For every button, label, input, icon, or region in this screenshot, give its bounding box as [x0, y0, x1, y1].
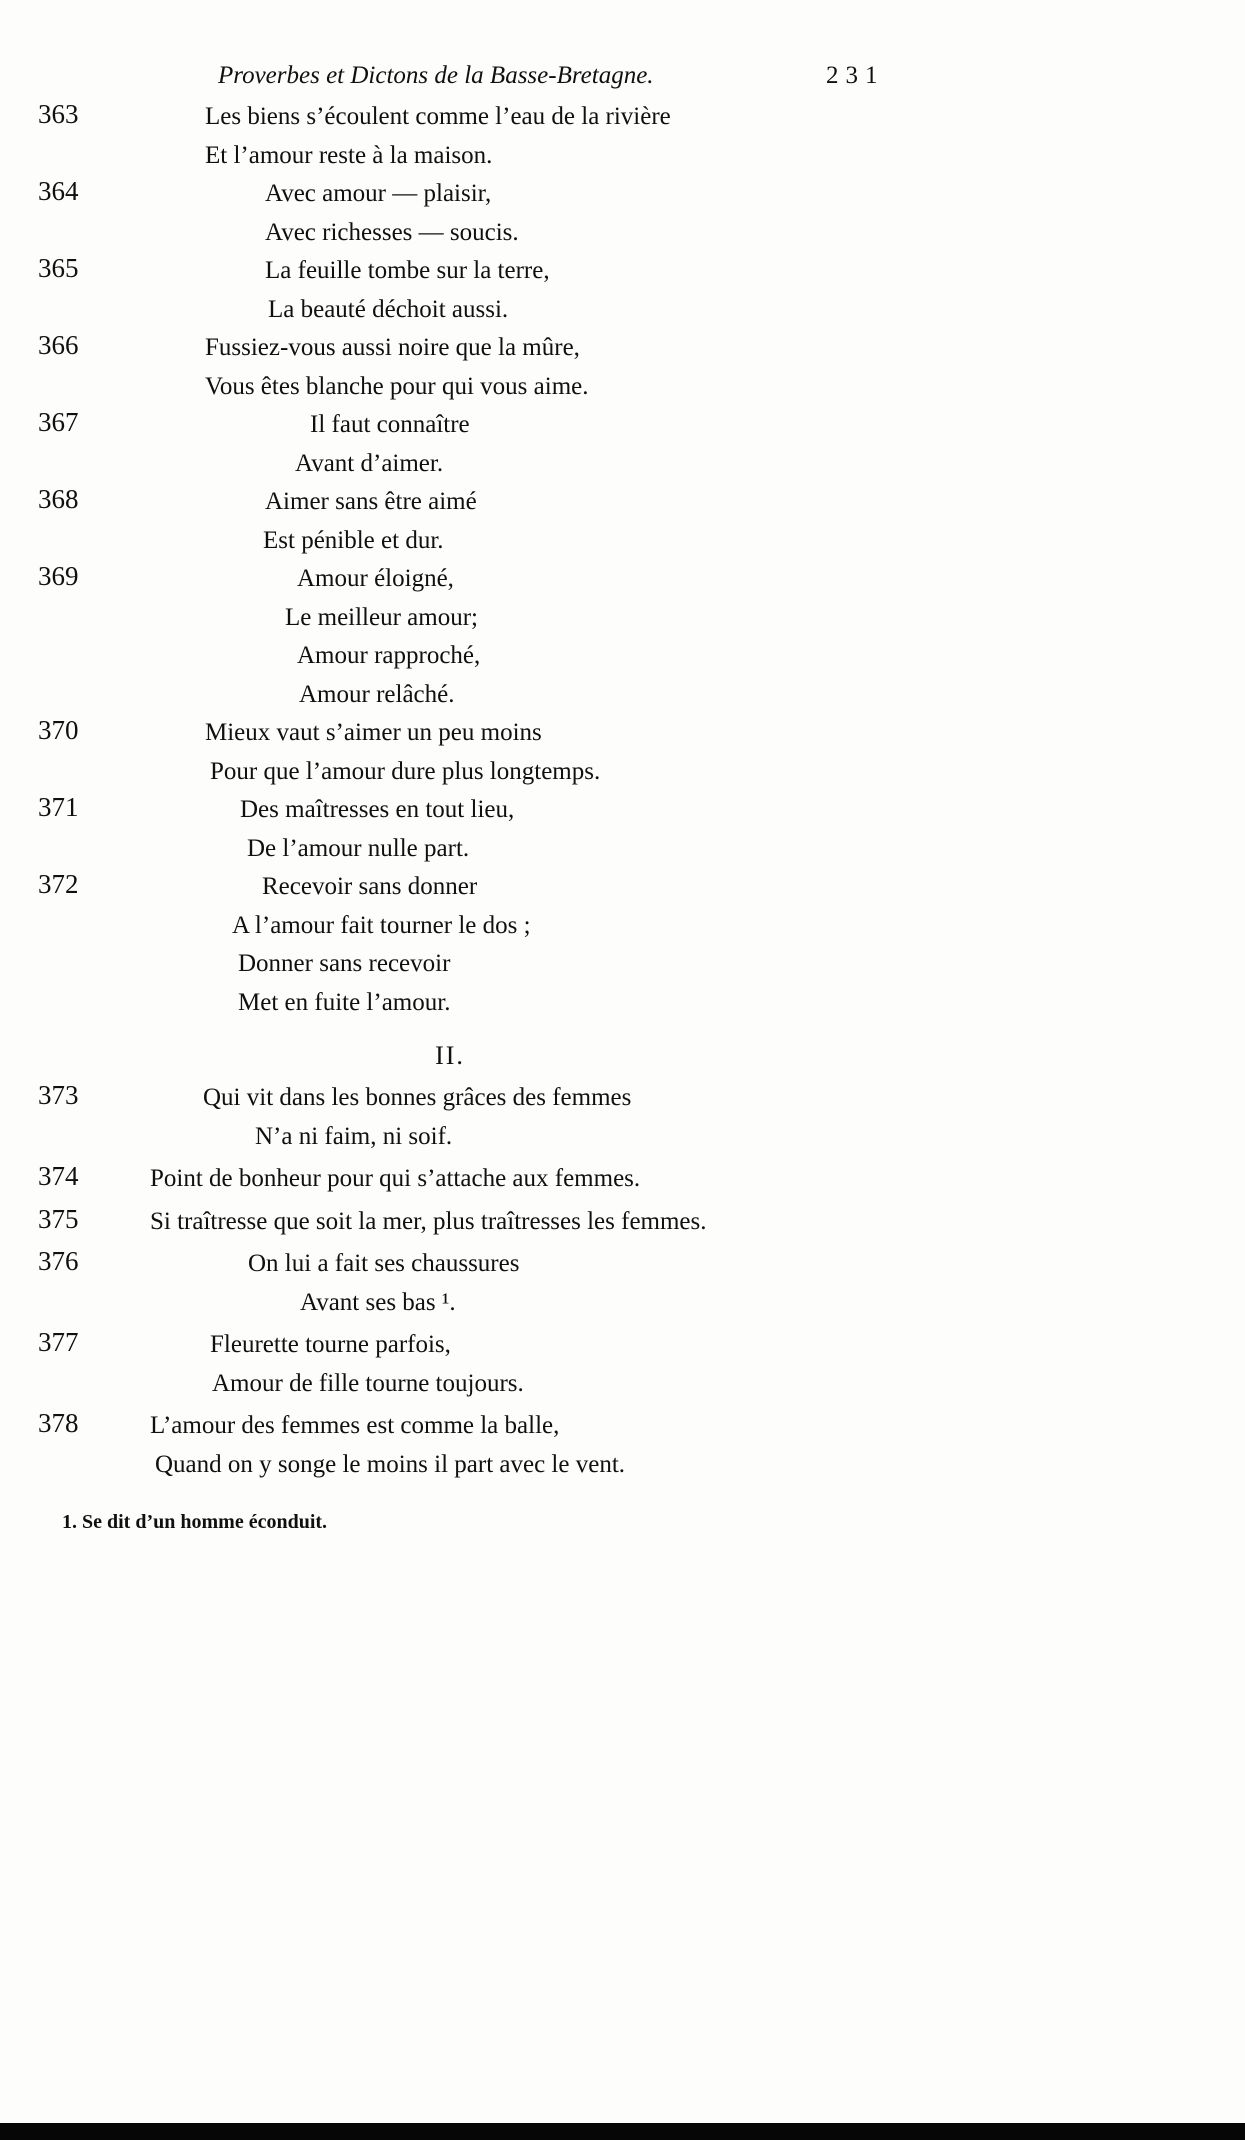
entry-number: 370 — [38, 715, 79, 745]
proverb-entry — [0, 252, 1245, 329]
proverb-line: Amour de fille tourne toujours. — [212, 1369, 524, 1397]
proverb-entry — [0, 560, 1245, 714]
proverb-line: Met en fuite l’amour. — [238, 988, 451, 1016]
proverb-line: Donner sans recevoir — [238, 950, 451, 977]
page-content — [0, 98, 1245, 1534]
proverb-line: Aimer sans être aimé — [265, 488, 477, 515]
proverb-line: N’a ni faim, ni soif. — [255, 1122, 453, 1150]
proverb-line: Recevoir sans donner — [262, 873, 478, 900]
proverb-line: Amour rapproché, — [297, 642, 481, 669]
proverb-line: Avant d’aimer. — [295, 449, 444, 477]
proverb-line: Avec amour — plaisir, — [265, 180, 492, 207]
proverb-line: On lui a fait ses chaussures — [248, 1250, 520, 1277]
section-two — [0, 1079, 1245, 1484]
entry-number: 363 — [38, 99, 79, 129]
proverb-line: Qui vit dans les bonnes grâces des femmes — [203, 1084, 632, 1111]
proverb-entry — [0, 406, 1245, 483]
entry-number: 365 — [38, 253, 79, 283]
entry-number: 378 — [38, 1408, 79, 1438]
proverb-entry — [0, 1079, 1245, 1156]
proverb-line: La feuille tombe sur la terre, — [265, 257, 550, 284]
proverb-entry — [0, 329, 1245, 406]
entry-number: 377 — [38, 1327, 79, 1357]
entry-number: 374 — [38, 1161, 79, 1191]
entry-number: 366 — [38, 330, 79, 360]
proverb-line: Fleurette tourne parfois, — [210, 1331, 451, 1358]
entry-number: 367 — [38, 407, 79, 437]
proverb-entry — [0, 1326, 1245, 1403]
entry-number: 364 — [38, 176, 79, 206]
proverb-entry — [0, 1160, 1245, 1199]
proverb-line: Fussiez-vous aussi noire que la mûre, — [205, 334, 580, 361]
entry-number: 368 — [38, 484, 79, 514]
proverb-line: Avec richesses — soucis. — [265, 218, 519, 246]
proverb-line: Mieux vaut s’aimer un peu moins — [205, 719, 542, 746]
proverb-entry — [0, 868, 1245, 1022]
proverb-line: Avant ses bas ¹. — [300, 1288, 456, 1316]
proverb-entry — [0, 714, 1245, 791]
proverb-line: Amour relâché. — [299, 680, 455, 708]
proverb-line: Des maîtresses en tout lieu, — [240, 796, 515, 823]
proverb-entry — [0, 1407, 1245, 1484]
proverb-line: Amour éloigné, — [297, 565, 454, 592]
proverb-line: Si traîtresse que soit la mer, plus traîtresses les femmes. — [150, 1207, 707, 1235]
proverb-entry — [0, 1245, 1245, 1322]
section-heading: II. — [435, 1041, 465, 1070]
proverb-line: Point de bonheur pour qui s’attache aux femmes. — [150, 1165, 641, 1192]
page-number: 231 — [826, 62, 885, 89]
proverb-line: Quand on y songe le moins il part avec le vent. — [155, 1450, 626, 1478]
proverb-line: A l’amour fait tourner le dos ; — [232, 911, 531, 939]
entry-number: 373 — [38, 1080, 79, 1110]
proverb-line: Le meilleur amour; — [285, 603, 478, 631]
entry-number: 369 — [38, 561, 79, 591]
running-title: Proverbes et Dictons de la Basse-Bretagne. — [218, 62, 654, 89]
proverb-line: De l’amour nulle part. — [247, 834, 470, 862]
entry-number: 371 — [38, 792, 79, 822]
proverb-line: Et l’amour reste à la maison. — [205, 141, 493, 169]
proverb-entry — [0, 1203, 1245, 1242]
proverb-line: Vous êtes blanche pour qui vous aime. — [205, 372, 589, 400]
proverb-entry — [0, 483, 1245, 560]
proverb-line: Il faut connaître — [310, 411, 470, 438]
proverb-line: La beauté déchoit aussi. — [268, 295, 509, 323]
proverb-entry — [0, 98, 1245, 175]
entry-number: 376 — [38, 1246, 79, 1276]
entry-number: 372 — [38, 869, 79, 899]
proverb-line: Pour que l’amour dure plus longtemps. — [210, 757, 601, 785]
proverb-line: Les biens s’écoulent comme l’eau de la rivière — [205, 103, 671, 130]
proverb-line: Est pénible et dur. — [263, 526, 444, 554]
scan-edge-bar — [0, 2123, 1245, 2140]
proverb-line: L’amour des femmes est comme la balle, — [150, 1412, 560, 1439]
proverb-entry — [0, 175, 1245, 252]
footnote: 1. Se dit d’un homme éconduit. — [62, 1511, 328, 1533]
entry-number: 375 — [38, 1203, 79, 1234]
proverb-entry — [0, 791, 1245, 868]
